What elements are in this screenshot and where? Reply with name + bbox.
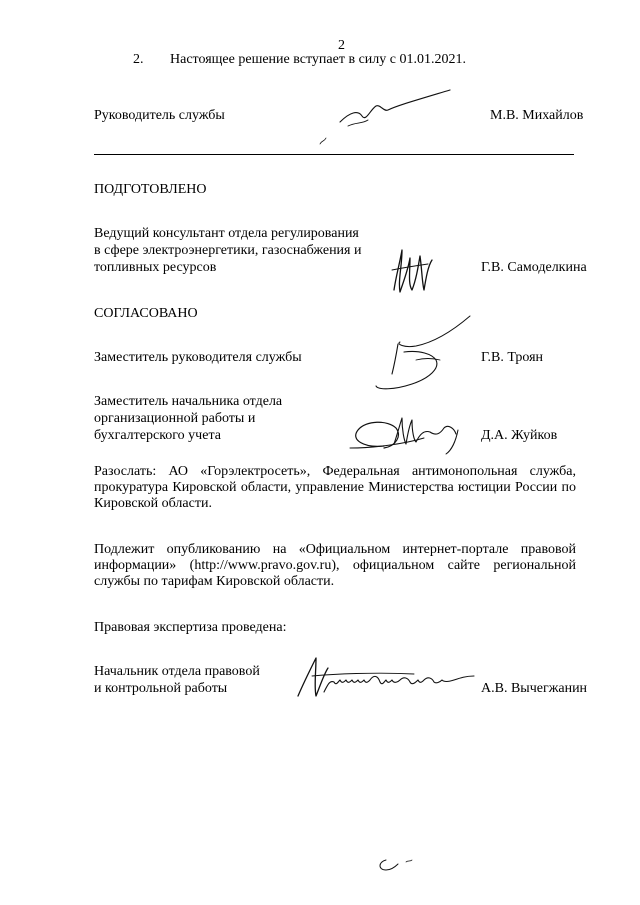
deputy-chief-position-line-1: Заместитель начальника отдела [94, 394, 283, 409]
legal-position-line-1: Начальник отдела правовой [94, 664, 260, 679]
prepared-position-line-3: топливных ресурсов [94, 260, 217, 275]
deputy-chief-position-line-3: бухгалтерского учета [94, 428, 221, 443]
prepared-signature [388, 240, 438, 298]
legal-statement: Правовая экспертиза проведена: [94, 620, 287, 635]
deputy-chief-name: Д.А. Жуйков [481, 428, 558, 443]
prepared-position-line-2: в сфере электроэнергетики, газоснабжения и [94, 243, 362, 258]
prepared-name: Г.В. Самоделкина [481, 260, 587, 275]
head-name: М.В. Михайлов [490, 108, 584, 123]
publication-paragraph: Подлежит опубликованию на «Официальном интернет-портале правовой информации» (http://www.pravo.gov.ru), официальном сайте региональной службы по тарифам Кировской области. [94, 542, 576, 589]
deputy-head-position: Заместитель руководителя службы [94, 350, 302, 365]
item-number: 2. [133, 52, 144, 67]
prepared-heading: ПОДГОТОВЛЕНО [94, 182, 207, 197]
deputy-chief-signature [344, 408, 474, 458]
page-number: 2 [338, 38, 345, 53]
deputy-head-name: Г.В. Троян [481, 350, 544, 365]
head-signature [300, 82, 460, 152]
legal-name: А.В. Вычегжанин [481, 681, 588, 696]
item-text: Настоящее решение вступает в силу с 01.01.2021. [170, 52, 466, 67]
legal-position-line-2: и контрольной работы [94, 681, 228, 696]
deputy-head-signature [360, 308, 490, 398]
head-position: Руководитель службы [94, 108, 225, 123]
agreed-heading: СОГЛАСОВАНО [94, 306, 198, 321]
prepared-position-line-1: Ведущий консультант отдела регулирования [94, 226, 359, 241]
faint-mark [372, 852, 432, 876]
distribution-paragraph: Разослать: АО «Горэлектросеть», Федеральная антимонопольная служба, прокуратура Кировской области, управление Министерства юстиции России по Кировской области. [94, 464, 576, 511]
legal-signature [294, 652, 480, 702]
deputy-chief-position-line-2: организационной работы и [94, 411, 256, 426]
separator-line [94, 154, 574, 155]
